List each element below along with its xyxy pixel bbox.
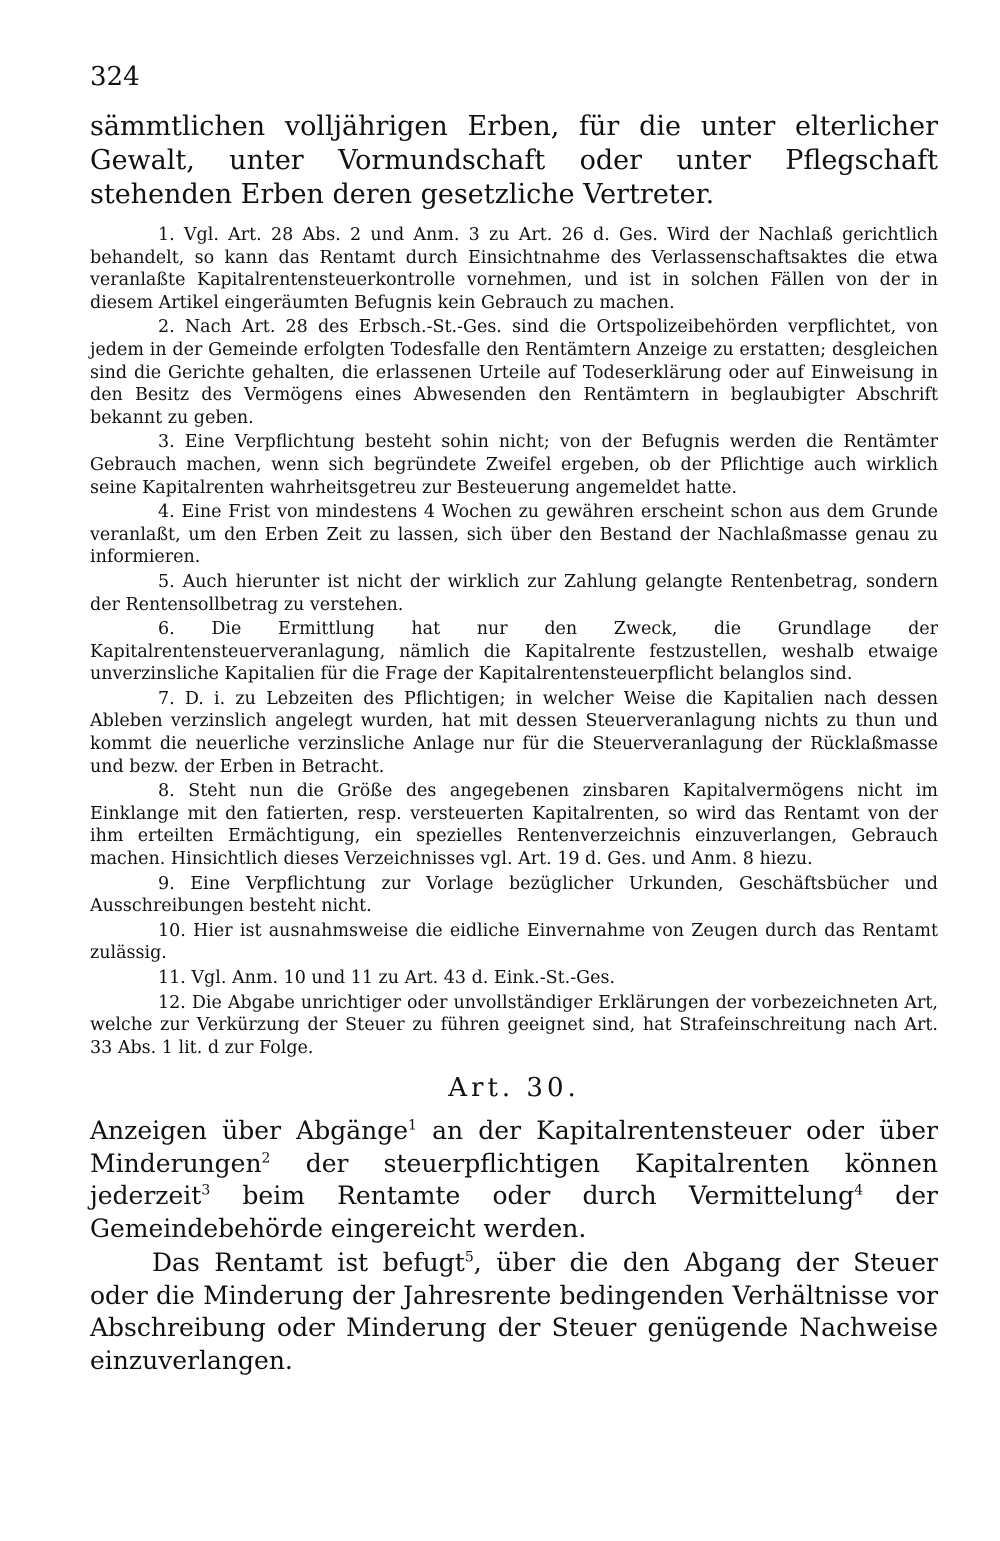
footnotes-section — [90, 224, 938, 1059]
article-heading: Art. 30. — [448, 1073, 580, 1104]
note-9: 9. Eine Verpflichtung zur Vorlage bezüglicher Urkunden, Geschäftsbücher und Ausschreibungen besteht nicht. — [90, 873, 938, 917]
article-paragraph-2 — [90, 1247, 938, 1377]
note-11: 11. Vgl. Anm. 10 und 11 zu Art. 43 d. Eink.-St.-Ges. — [158, 968, 616, 988]
para2-text-2: , über die den Abgang der Steuer oder die Minderung der Jahresrente bedingenden Verhältnisse vor Abschreibung oder Minderung der Steuer genügende Nachweise einzuverlangen. — [90, 1248, 938, 1375]
note-8: 8. Steht nun die Größe des angegebenen zinsbaren Kapitalvermögens nicht im Einklange mit den fatierten, resp. versteuerten Kapitalrenten, so wird das Rentamt von der ihm erteilten Ermächtigung, ein spezielles Rentenverzeichnis einzuverlangen, Gebrauch machen. Hinsichtlich dieses Verzeichnisses vgl. Art. 19 d. Ges. und Anm. 8 hiezu. — [90, 781, 938, 870]
para1-text-3: der steuerpflichtigen Kapitalrenten können jederzeit — [90, 1148, 938, 1211]
note-3: 3. Eine Verpflichtung besteht sohin nicht; von der Befugnis werden die Rentämter Gebrauch machen, wenn sich begründete Zweifel ergeben, ob der Pflichtige auch wirklich seine Kapitalrenten wahrheitsgetreu zur Besteuerung angemeldet hatte. — [90, 432, 938, 498]
note-5: 5. Auch hierunter ist nicht der wirklich zur Zahlung gelangte Rentenbetrag, sondern der Rentensollbetrag zu verstehen. — [90, 571, 938, 615]
note-1: 1. Vgl. Art. 28 Abs. 2 und Anm. 3 zu Art. 26 d. Ges. Wird der Nachlaß gerichtlich behandelt, so kann das Rentamt durch Einsichtnahme des Verlassenschaftsaktes die etwa veranlaßte Kapitalrentensteuerkontrolle vornehmen, und ist in solchen Fällen von der in diesem Artikel eingeräumten Befugnis kein Gebrauch zu machen. — [90, 225, 938, 313]
footnote-ref-1: 1 — [408, 1118, 417, 1135]
note-2: 2. Nach Art. 28 des Erbsch.-St.-Ges. sind die Ortspolizeibehörden verpflichtet, von jedem in der Gemeinde erfolgten Todesfalle den Rentämtern Anzeige zu erstatten; desgleichen sind die Gerichte gehalten, die erlassenen Urteile auf Todeserklärung oder auf Einweisung in den Besitz des Vermögens eines Abwesenden den Rentämtern in beglaubigter Abschrift bekannt zu geben. — [90, 317, 938, 428]
footnote-ref-4: 4 — [854, 1183, 864, 1200]
note-12: 12. Die Abgabe unrichtiger oder unvollständiger Erklärungen der vorbezeichneten Art, welche zur Verkürzung der Steuer zu führen geeignet sind, hat Strafeinschreitung nach Art. 33 Abs. 1 lit. d zur Folge. — [90, 992, 938, 1058]
footnote-ref-2: 2 — [261, 1150, 271, 1167]
para1-text-2: an der Kapitalrentensteuer oder über Minderungen — [90, 1116, 938, 1178]
footnote-ref-5: 5 — [464, 1250, 474, 1267]
para1-text-5: der Gemeindebehörde eingereicht werden. — [90, 1181, 938, 1243]
para2-text-1: Das Rentamt ist befugt — [152, 1248, 465, 1278]
note-6: 6. Die Ermittlung hat nur den Zweck, die Grundlage der Kapitalrentensteuerveranlagung, nämlich die Kapitalrente festzustellen, weshalb etwaige unverzinsliche Kapitalien für die Frage der Kapitalrentensteuerpflicht belanglos sind. — [90, 619, 938, 685]
intro-paragraph: sämmtlichen volljährigen Erben, für die unter elterlicher Gewalt, unter Vormundschaft oder unter Pflegschaft stehenden Erben deren gesetzliche Vertreter. — [90, 111, 938, 210]
footnote-ref-3: 3 — [201, 1183, 211, 1200]
para1-text-4: beim Rentamte oder durch Vermittelung — [210, 1181, 855, 1211]
note-10: 10. Hier ist ausnahmsweise die eidliche Einvernahme von Zeugen durch das Rentamt zulässig. — [90, 920, 938, 964]
note-4: 4. Eine Frist von mindestens 4 Wochen zu gewähren erscheint schon aus dem Grunde veranlaßt, um den Erben Zeit zu lassen, sich über den Bestand der Nachlaßmasse genau zu informieren. — [90, 502, 938, 568]
note-7: 7. D. i. zu Lebzeiten des Pflichtigen; in welcher Weise die Kapitalien nach dessen Ableben verzinslich angelegt wurden, hat mit dessen Steuerveranlagung nichts zu thun und kommt die neuerliche verzinsliche Anlage nur für die Steuerveranlagung der Rücklaßmasse und bezw. der Erben in Betracht. — [90, 688, 938, 777]
article-paragraph-1 — [90, 1115, 938, 1245]
page-number: 324 — [90, 62, 140, 92]
para1-text-1: Anzeigen über Abgänge — [90, 1116, 409, 1146]
